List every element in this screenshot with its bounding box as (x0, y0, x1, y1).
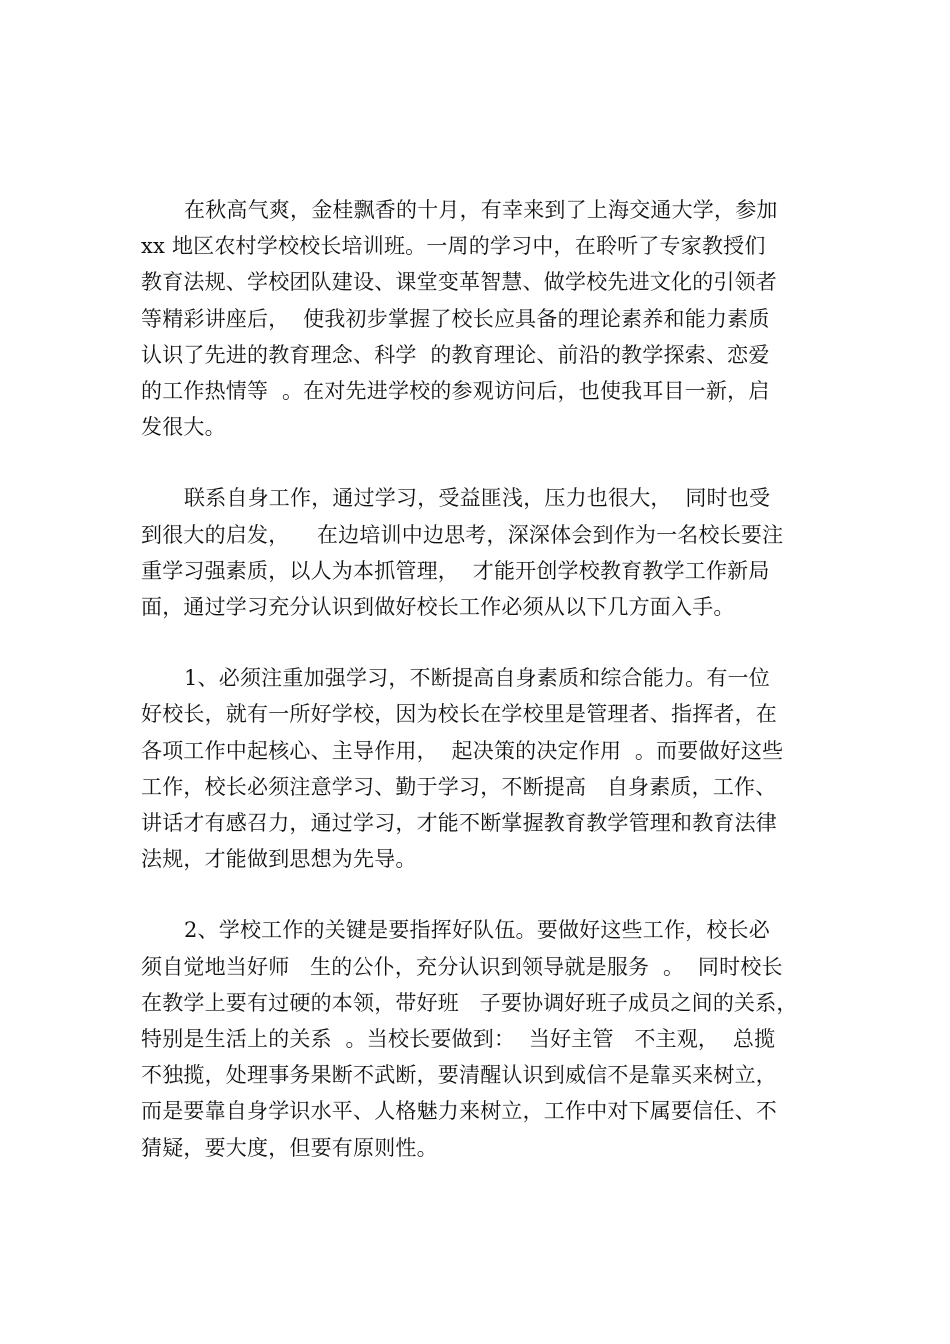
text-line: 在秋高气爽，金桂飘香的十月，有幸来到了上海交通大学，参加 (184, 198, 778, 222)
text-line: 联系自身工作，通过学习，受益匪浅，压力也很大， 同时也受 (184, 486, 771, 511)
text-line: 各项工作中起核心、主导作用， 起决策的决定作用 。而要做好这些 (141, 738, 784, 763)
text-line: 讲话才有感召力，通过学习，才能不断掌握教育教学管理和教育法律 (141, 811, 777, 836)
text-line: 发很大。 (141, 415, 226, 440)
text-line: 到很大的启发， 在边培训中边思考，深深体会到作为一名校长要注 (141, 522, 784, 547)
text-line: 面，通过学习充分认识到做好校长工作必须从以下几方面入手。 (141, 595, 735, 620)
text-line: 工作，校长必须注意学习、勤于学习，不断提高 自身素质，工作、 (141, 774, 777, 799)
paragraph (141, 480, 831, 625)
text-line: 认识了先进的教育理念、科学 的教育理论、前沿的教学探索、恋爱 (141, 342, 770, 367)
text-line: 1、必须注重加强学习，不断提高自身素质和综合能力。有一位 (184, 666, 770, 691)
text-line: 不独揽，处理事务果断不武断，要清醒认识到威信不是靠买来树立， (141, 1063, 777, 1088)
text-line: 法规，才能做到思想为先导。 (141, 847, 417, 872)
document-body (141, 192, 831, 1201)
text-line: xx 地区农村学校校长培训班。一周的学习中，在聆听了专家教授们 (141, 234, 766, 259)
text-line: 教育法规、学校团队建设、课堂变革智慧、做学校先进文化的引领者 (141, 270, 777, 295)
text-line: 在教学上要有过硬的本领，带好班 子要协调好班子成员之间的关系， (141, 990, 798, 1015)
text-line: 重学习强素质，以人为本抓管理， 才能开创学校教育教学工作新局 (141, 558, 770, 583)
paragraph (141, 660, 831, 877)
text-line: 而是要靠自身学识水平、人格魅力来树立，工作中对下属要信任、不 (141, 1099, 777, 1124)
text-line: 好校长，就有一所好学校，因为校长在学校里是管理者、指挥者，在 (141, 702, 777, 727)
text-line: 须自觉地当好师 生的公仆，充分认识到领导就是服务 。 同时校长 (141, 954, 783, 979)
paragraph (141, 912, 831, 1165)
text-line: 特别是生活上的关系 。当校长要做到： 当好主管 不主观， 总揽 (141, 1027, 776, 1052)
paragraph (141, 192, 831, 445)
text-line: 等精彩讲座后， 使我初步掌握了校长应具备的理论素养和能力素质 (141, 306, 770, 331)
text-line: 的工作热情等 。在对先进学校的参观访问后，也使我耳目一新，启 (141, 379, 770, 404)
text-line: 猜疑，要大度，但要有原则性。 (141, 1135, 438, 1160)
text-line: 2、学校工作的关键是要指挥好队伍。要做好这些工作，校长必 (184, 918, 770, 943)
